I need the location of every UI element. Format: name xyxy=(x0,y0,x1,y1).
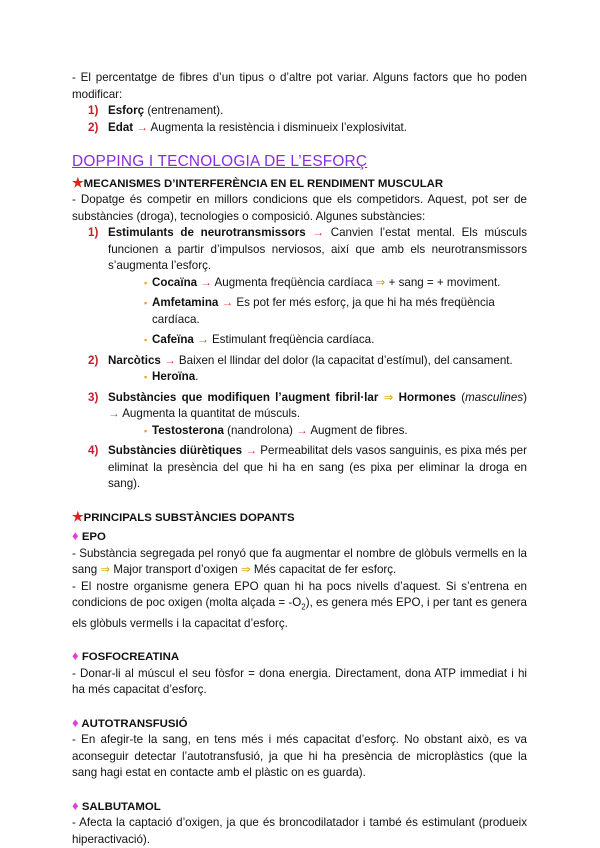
heading-text: EPO xyxy=(81,531,106,543)
arrow-icon: → xyxy=(305,226,331,239)
implies-icon: ⇒ xyxy=(100,563,111,576)
implies-icon: ⇒ xyxy=(378,390,399,404)
item-italic: masculines xyxy=(465,390,524,404)
list-item xyxy=(72,353,527,370)
heading-text: FOSFOCREATINA xyxy=(81,651,180,664)
item-term: Substàncies diürètiques xyxy=(108,444,243,457)
sub-text: Estimulant freqüència cardíaca. xyxy=(211,333,375,346)
heading-text: AUTOTRANSFUSIÓ xyxy=(81,717,188,730)
autotransfusio-heading xyxy=(72,715,527,733)
item-text: Canvien l’estat mental. Els músculs funcionen a partir d’impulsos nerviosos, així que amb els neurotransmissors s’augmenta l’esforç. xyxy=(108,226,527,272)
heading-text: SALBUTAMOL xyxy=(81,800,161,813)
item-term: Esforç xyxy=(108,104,145,117)
sub-text: Augmenta freqüència cardíaca xyxy=(214,275,376,289)
diamond-icon: ♦ xyxy=(72,797,79,813)
epo-paragraph-2: - El nostre organisme genera EPO quan hi ha pocs nivells d’aquest. Si s’entrena en condicions de poc oxigen (molta alçada = $-O_2$), es genera més EPO, i per tant es genera els glòbuls vermells i la capacitat d’esforç. xyxy=(72,579,527,630)
sub-item xyxy=(72,332,527,349)
implies-icon: ⇒ xyxy=(375,275,386,289)
diamond-icon: ♦ xyxy=(72,528,79,543)
sub-item xyxy=(72,423,527,440)
arrow-icon: → xyxy=(160,353,179,367)
item-term: Estimulants de neurotransmissors xyxy=(108,226,306,239)
arrow-icon: → xyxy=(108,407,123,420)
sub-item xyxy=(72,295,527,328)
list-item xyxy=(72,120,527,137)
epo-heading xyxy=(72,528,527,546)
star-icon: ★ xyxy=(72,174,84,190)
factors-list xyxy=(72,103,527,136)
arrow-icon: → xyxy=(296,423,308,437)
implies-icon: ⇒ xyxy=(240,563,251,576)
item-text: (entrenament). xyxy=(144,104,224,117)
item-number: 3) xyxy=(88,390,99,404)
salbutamol-paragraph: - Afecta la captació d’oxigen, ja que és broncodilatador i també és estimulant (produeix hiperactivació). xyxy=(72,816,527,846)
item-text: Permeabilitat dels vasos sanguinis, es pixa més per eliminat la presència del que hi ha en sang (es pixa per eliminar la droga en sang). xyxy=(108,444,527,490)
arrow-icon: → xyxy=(197,275,215,289)
item-term: Edat xyxy=(108,120,134,134)
item-number: 1) xyxy=(88,104,99,117)
bullet-icon: ▪ xyxy=(144,372,148,382)
bullet-icon: ▪ xyxy=(144,425,148,436)
list-item: 3) Substàncies que modifiquen l’augment fibril·lar ⇒ Hormones (masculines) → Augmenta la quantitat de músculs. xyxy=(88,390,527,420)
epo-paragraph-1: - Substància segregada pel ronyó que fa augmentar el nombre de glòbuls vermells en la sang ⇒ Major transport d’oxigen ⇒ Més capacitat de fer esforç. xyxy=(72,546,527,576)
autotransfusio-paragraph: - En afegir-te la sang, en tens més i més capacitat d’esforç. No obstant això, es va aconseguir detectar l’autotransfusió, ja que hi ha presència de microplàstics (que la sang hagi estat en contacte amb el plàstic on es guarda). xyxy=(72,733,527,780)
sub-text: . xyxy=(195,370,199,383)
item-term: Narcòtics xyxy=(108,353,161,367)
bullet-icon: ▪ xyxy=(144,277,148,288)
sublist-stimulants xyxy=(72,275,527,349)
sub-text: (nandrolona) xyxy=(223,423,297,437)
sublist-narcotics xyxy=(72,369,527,386)
mecanismes-heading xyxy=(72,175,527,193)
list-item xyxy=(72,225,527,275)
sub-text: Augment de fibres. xyxy=(307,423,408,437)
principals-heading xyxy=(72,509,527,527)
list-item xyxy=(72,443,527,493)
item-text: Baixen el llindar del dolor (la capacitat d’estímul), del cansament. xyxy=(178,353,513,367)
substances-list xyxy=(72,225,527,275)
arrow-icon: → xyxy=(242,444,261,457)
star-icon: ★ xyxy=(72,508,84,524)
arrow-icon: → xyxy=(218,296,237,309)
sub-term: Cafeïna xyxy=(152,333,194,346)
bullet-icon: ▪ xyxy=(144,335,148,345)
section-title: DOPPING I TECNOLOGIA DE L’ESFORÇ xyxy=(72,153,368,170)
sub-term: Heroïna xyxy=(152,370,196,383)
fosfocreatina-heading xyxy=(72,648,527,666)
item-number: 4) xyxy=(88,444,99,457)
sub-item xyxy=(72,275,527,292)
item-number: 1) xyxy=(88,226,99,239)
salbutamol-heading xyxy=(72,798,527,816)
item-text: Augmenta la quantitat de músculs. xyxy=(122,407,301,420)
mecanismes-intro: - Dopatge és competir en millors condicions que els competidors. Aquest, pot ser de substàncies (droga), tecnologies o composició. Algunes substàncies: xyxy=(72,193,527,223)
list-item xyxy=(72,103,527,120)
sub-item xyxy=(72,369,527,386)
sublist-hormones xyxy=(72,423,527,440)
fosfocreatina-paragraph: - Donar-li al múscul el seu fòsfor = dona energia. Directament, dona ATP immediat i hi ha més capacitat d’esforç. xyxy=(72,666,527,697)
substances-list xyxy=(72,390,527,423)
diamond-icon: ♦ xyxy=(72,714,79,730)
sub-term: Cocaïna xyxy=(152,275,198,289)
item-term: Hormones xyxy=(398,390,456,404)
sub-term: Testosterona xyxy=(152,423,224,437)
item-number: 2) xyxy=(88,120,99,134)
heading-text: MECANISMES D’INTERFERÈNCIA EN EL RENDIMENT MUSCULAR xyxy=(83,177,444,190)
arrow-icon: → xyxy=(133,120,151,134)
sub-text: + sang = + moviment. xyxy=(385,275,501,289)
item-text: Augmenta la resistència i disminueix l’explosivitat. xyxy=(150,120,407,134)
heading-text: PRINCIPALS SUBSTÀNCIES DOPANTS xyxy=(83,511,295,524)
diamond-icon: ♦ xyxy=(72,648,79,664)
intro-paragraph: - El percentatge de fibres d’un tipus o d’altre pot variar. Alguns factors que ho poden modificar: xyxy=(72,71,527,101)
bullet-icon: ▪ xyxy=(144,298,148,308)
sub-term: Amfetamina xyxy=(152,296,219,309)
document-page xyxy=(72,70,527,848)
arrow-icon: → xyxy=(193,333,212,346)
sub-text: Es pot fer més esforç, ja que hi ha més freqüència cardíaca. xyxy=(152,296,495,326)
substances-list xyxy=(72,353,527,370)
item-number: 2) xyxy=(88,353,99,367)
item-term: Substàncies que modifiquen l’augment fibril·lar xyxy=(108,390,379,404)
substances-list xyxy=(72,443,527,493)
